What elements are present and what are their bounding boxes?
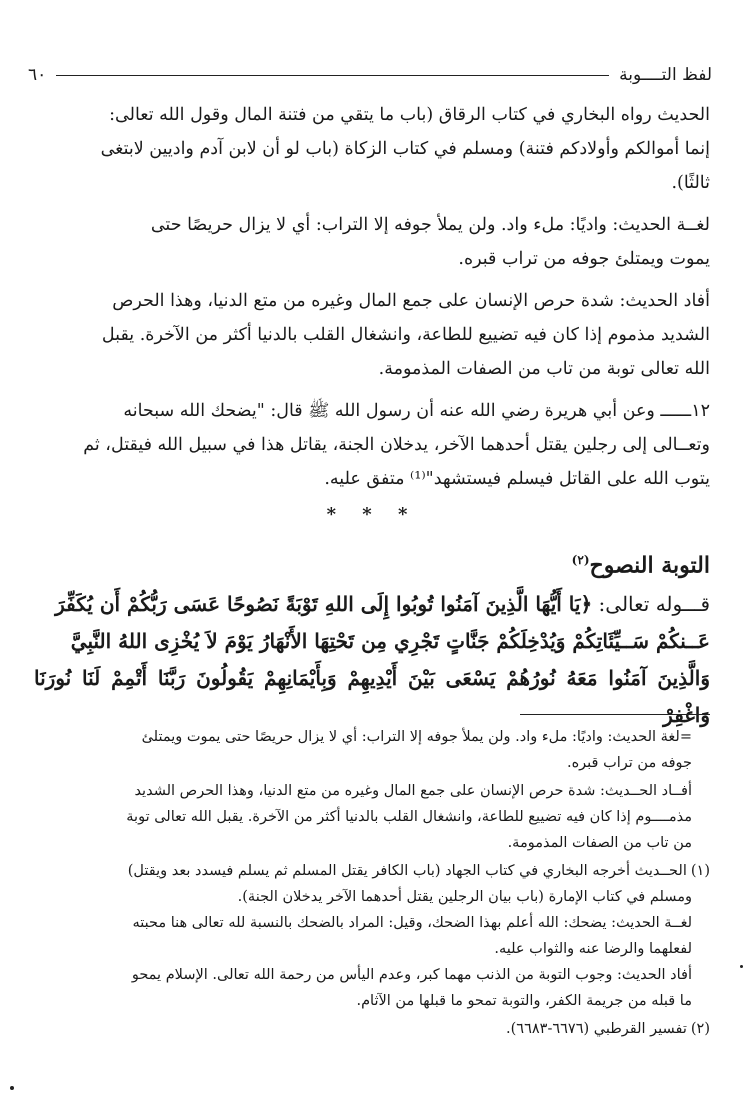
hadith-language-paragraph <box>34 208 710 276</box>
hadith-benefit-paragraph <box>34 284 710 386</box>
text-line: الحديث رواه البخاري في كتاب الرقاق (باب ما يتقي من فتنة المال وقول الله تعالى: <box>109 105 710 125</box>
hadith-12-paragraph <box>34 394 710 496</box>
footnote-line: لغــة الحديث: يضحك: الله أعلم بهذا الضحك، وقيل: المراد بالضحك بالنسبة لله تعالى هنا محبته <box>132 915 692 931</box>
text-line: ثالثًا). <box>671 173 710 193</box>
text-line: وتعــالى إلى رجلين يقتل أحدهما الآخر، يدخلان الجنة، يقاتل هذا في سبيل الله فيقتل، ثم <box>83 435 710 455</box>
section-heading-text: التوبة النصوح <box>589 552 710 579</box>
footnote-line: ما قبله من جريمة الكفر، والتوبة تمحو ما قبلها من الآثام. <box>356 993 692 1009</box>
verse-line: عَــنكُمْ سَــيِّئَاتِكُمْ وَيُدْخِلَكُمْ جَنَّاتٍ تَجْرِي مِن تَحْتِهَا الأَنْهَارُ يَوْمَ لاَ يُخْزِى اللهُ النَّبِيَّ <box>70 629 710 654</box>
footnote-1 <box>34 858 710 1014</box>
footnote-continued-benefit <box>34 778 710 856</box>
text-line: الله تعالى توبة من تاب من الصفات المذمومة. <box>378 359 710 379</box>
footnote-text: الحــديث أخرجه البخاري في كتاب الجهاد (باب الكافر يقتل المسلم ثم يسلم فيسدد بعد ويقتل) <box>127 863 687 879</box>
section-heading-footnote-ref: (٢) <box>571 553 590 567</box>
page-number: ٦٠ <box>28 65 47 85</box>
scan-speck <box>10 1086 14 1090</box>
footnote-line: من تاب من الصفات المذمومة. <box>507 835 692 851</box>
running-title: لفظ التــــوبة <box>619 65 712 85</box>
scan-speck <box>740 965 743 968</box>
footnote-text: تفسير القرطبي (٦٦٧٦-٦٦٨٣). <box>506 1021 687 1037</box>
footnote-number: (٢) <box>690 1021 710 1037</box>
footnote-number: (١) <box>690 863 710 879</box>
header-rule <box>56 75 609 76</box>
footnote-line: مذمــــوم إذا كان فيه تضييع للطاعة، وانشغال القلب بالدنيا أكثر من الآخرة. يقبل الله تعالى توبة <box>126 809 692 825</box>
footnote-line: جوفه من تراب قبره. <box>566 755 692 771</box>
footnote-line: أفــاد الحــديث: شدة حرص الإنسان على جمع المال وغيره من متع الدنيا، وهذا الحرص الشديد <box>134 783 692 799</box>
verse-intro: قـــوله تعالى: <box>592 592 710 617</box>
footnote-line <box>34 1016 710 1042</box>
footnote-continued-language <box>34 724 710 776</box>
footnotes <box>34 724 710 1044</box>
text-line: لغــة الحديث: واديًا: ملء واد. ولن يملأ جوفه إلا التراب: أي لا يزال حريصًا حتى <box>150 215 710 235</box>
footnote-line: ومسلم في كتاب الإمارة (باب بيان الرجلين يقتل أحدهما الآخر يدخلان الجنة). <box>237 889 692 905</box>
footnote-line <box>34 858 710 884</box>
footnote-line: =لغة الحديث: واديًا: ملء واد. ولن يملأ جوفه إلا التراب: أي لا يزال حريصًا حتى يموت ويمتلئ <box>141 729 692 745</box>
text-line: يموت ويمتلئ جوفه من تراب قبره. <box>458 249 710 269</box>
footnote-rule <box>520 714 710 715</box>
footnote-line: أفاد الحديث: وجوب التوبة من الذنب مهما كبر، وعدم اليأس من رحمة الله تعالى. الإسلام يمحو <box>131 967 692 983</box>
quran-verse <box>34 586 710 734</box>
text-line: إنما أموالكم وأولادكم فتنة) ومسلم في كتاب الزكاة (باب لو أن لابن آدم واديين لابتغى <box>100 139 710 159</box>
footnote-line: لفعلهما والرضا عنه والثواب عليه. <box>494 941 692 957</box>
verse-line <box>34 586 710 623</box>
verse-line: وَالَّذِينَ آمَنُوا مَعَهُ نُورُهُمْ يَسْعَى بَيْنَ أَيْدِيهِمْ وَبِأَيْمَانِهِمْ يَقُولُونَ رَبَّنَا أَتْمِمْ لَنَا نُورَنَا وَاغْفِرْ <box>34 666 710 728</box>
text-line: أفاد الحديث: شدة حرص الإنسان على جمع المال وغيره من متع الدنيا، وهذا الحرص <box>112 291 710 311</box>
running-header <box>28 62 712 88</box>
hadith-source-paragraph <box>34 98 710 200</box>
verse-text: ﴿يَا أَيُّهَا الَّذِينَ آمَنُوا تُوبُوا إِلَى اللهِ تَوْبَةً نَصُوحًا عَسَى رَبُّكُمْ أَن يُكَفِّرَ <box>55 592 593 617</box>
section-heading <box>34 543 710 582</box>
main-text <box>34 98 710 734</box>
text-line: الشديد مذموم إذا كان فيه تضييع للطاعة، وانشغال القلب بالدنيا أكثر من الآخرة. يقبل <box>101 325 710 345</box>
footnote-2 <box>34 1016 710 1042</box>
section-separator: * * * <box>326 504 418 525</box>
text-line: يتوب الله على القاتل فيسلم فيستشهد"⁽¹⁾ متفق عليه. <box>324 469 710 489</box>
text-line: ١٢ــــــ وعن أبي هريرة رضي الله عنه أن رسول الله ﷺ قال: "يضحك الله سبحانه <box>123 401 710 421</box>
